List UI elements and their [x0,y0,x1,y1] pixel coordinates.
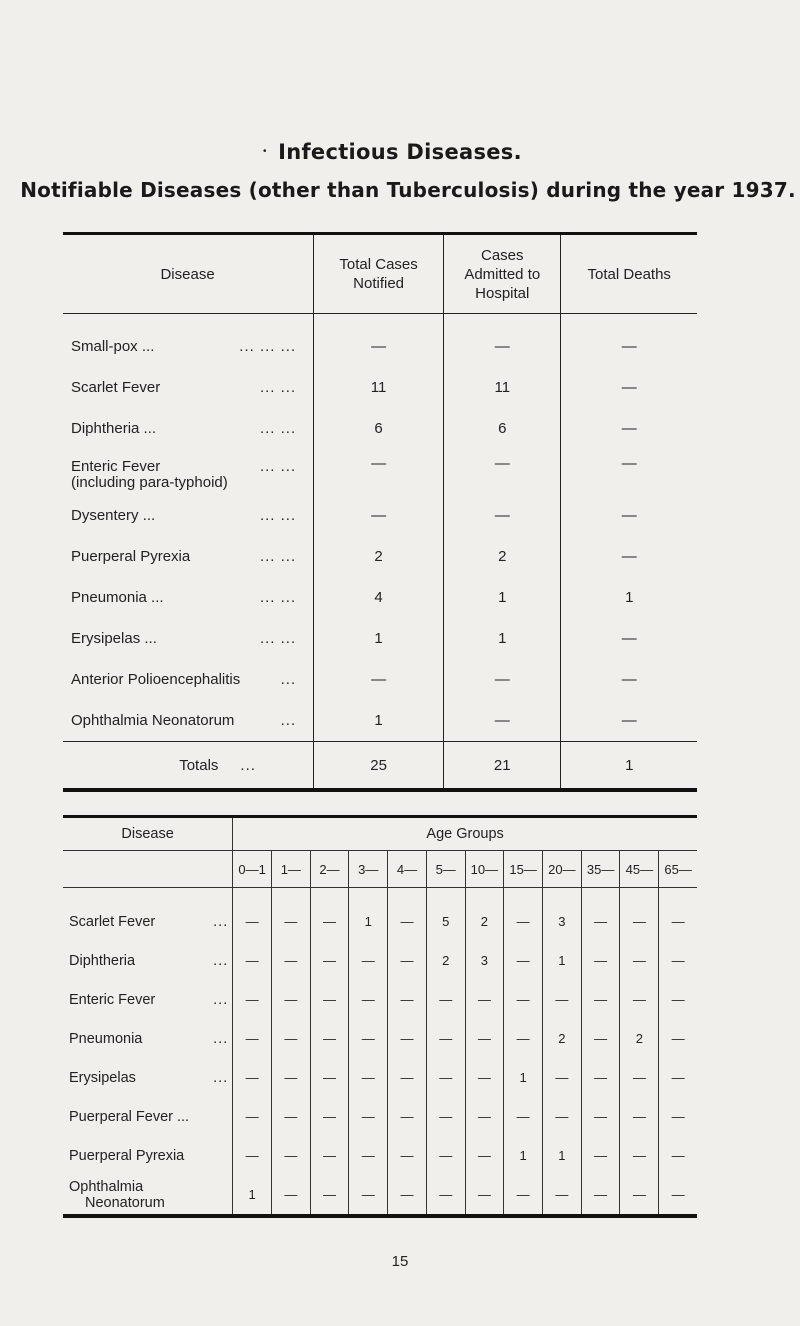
header-deaths: Total Deaths [561,234,697,314]
age-count-cell: — [465,1136,504,1175]
table-row [63,536,697,577]
disease-name: Erysipelas ... [71,630,157,647]
age-count-cell: 3 [543,888,582,942]
age-count-cell: — [543,1058,582,1097]
age-count-cell: — [543,1175,582,1216]
age-count-cell: 5 [426,888,465,942]
leader-dots: ... ... [259,379,297,396]
age-count-cell: — [426,980,465,1019]
deaths-cell: — [561,326,697,367]
age-group-header: 20— [543,851,582,888]
admitted-cell: — [444,495,561,536]
notified-cell: — [314,659,444,700]
age-count-cell: 2 [426,941,465,980]
disease-name: Enteric Fever [71,457,161,475]
age-count-cell: — [504,1175,543,1216]
admitted-cell: — [444,449,561,495]
notifications-table [63,232,697,792]
totals-notified: 25 [314,742,444,791]
leader-dots: ... ... [259,548,297,565]
age-count-cell: — [465,1097,504,1136]
age-header-row [63,817,697,851]
age-count-cell: — [504,980,543,1019]
disease-cell [63,495,314,536]
notified-cell: 2 [314,536,444,577]
totals-label-cell [63,742,314,791]
age-count-cell: — [465,1019,504,1058]
admitted-cell: — [444,326,561,367]
disease-cell [63,1058,233,1097]
notified-cell: 1 [314,618,444,659]
disease-name: Dysentery ... [71,507,156,524]
age-count-cell: — [581,1175,620,1216]
notified-cell: — [314,449,444,495]
age-group-header: 35— [581,851,620,888]
age-group-header: 5— [426,851,465,888]
age-count-cell: — [233,980,272,1019]
age-count-cell: — [426,1058,465,1097]
age-count-cell: — [388,980,427,1019]
age-count-cell: — [271,1175,310,1216]
age-count-cell: — [349,1058,388,1097]
age-count-cell: — [271,980,310,1019]
age-group-header: 65— [659,851,697,888]
disease-name: Puerperal Fever ... [69,1108,190,1125]
age-count-cell: — [620,980,659,1019]
leader-dots: ... [213,1069,229,1086]
spacer-row [63,314,697,327]
disease-cell [63,941,233,980]
age-count-cell: — [349,1097,388,1136]
age-count-cell: — [581,980,620,1019]
totals-label: Totals [179,756,219,774]
age-count-cell: — [581,888,620,942]
disease-name: Puerperal Pyrexia [71,548,191,565]
age-count-cell: — [659,1136,697,1175]
age-count-cell: — [271,1019,310,1058]
leader-dots: ... [213,913,229,930]
admitted-cell: 2 [444,536,561,577]
age-count-cell: — [349,1175,388,1216]
age-count-cell: — [349,1136,388,1175]
table-row [63,1175,697,1216]
age-count-cell: — [388,1136,427,1175]
admitted-cell: 1 [444,618,561,659]
leader-dots: ... ... [259,630,297,647]
age-count-cell: 1 [504,1136,543,1175]
age-count-cell: — [310,1097,349,1136]
table-row [63,700,697,742]
age-count-cell: — [233,1097,272,1136]
deaths-cell: — [561,367,697,408]
age-count-cell: — [659,941,697,980]
admitted-cell: — [444,659,561,700]
age-count-cell: — [426,1019,465,1058]
age-count-cell: — [620,1097,659,1136]
age-count-cell: — [465,1175,504,1216]
age-count-cell: — [271,888,310,942]
age-count-cell: — [465,980,504,1019]
disease-name-line2: Neonatorum [85,1194,165,1211]
header-age-groups: Age Groups [233,817,697,851]
admitted-cell: 11 [444,367,561,408]
leader-dots: ... ... ... [239,338,297,355]
header-disease: Disease [63,234,314,314]
age-count-cell: — [233,1019,272,1058]
age-count-cell: — [581,1136,620,1175]
age-count-cell: — [271,1136,310,1175]
table-row [63,326,697,367]
table-row [63,1097,697,1136]
age-count-cell: — [620,888,659,942]
age-groups-body [63,888,697,1217]
age-count-cell: — [659,1097,697,1136]
age-count-cell: — [620,1175,659,1216]
disease-name: Puerperal Pyrexia [69,1147,185,1164]
age-group-header: 10— [465,851,504,888]
table-row [63,367,697,408]
age-count-cell: — [426,1136,465,1175]
spacer-cell [444,314,561,327]
header-disease-2: Disease [63,817,233,851]
age-count-cell: — [543,980,582,1019]
disease-cell [63,618,314,659]
age-count-cell: — [504,888,543,942]
age-count-cell: 1 [504,1058,543,1097]
spacer-cell [63,314,314,327]
totals-row [63,742,697,791]
disease-cell [63,326,314,367]
table-row [63,980,697,1019]
age-count-cell: — [233,1136,272,1175]
disease-name: Pneumonia [69,1030,143,1047]
age-count-cell: — [233,1058,272,1097]
age-count-cell: 2 [543,1019,582,1058]
age-count-cell: — [271,1058,310,1097]
disease-name: Small-pox ... [71,338,155,355]
disease-cell [63,980,233,1019]
disease-name: Enteric Fever [69,991,156,1008]
age-count-cell: — [388,1058,427,1097]
age-count-cell: — [659,1058,697,1097]
age-count-cell: — [310,980,349,1019]
age-count-cell: — [233,888,272,942]
table-row [63,577,697,618]
age-count-cell: — [349,1019,388,1058]
disease-name: Scarlet Fever [71,379,161,396]
deaths-cell: — [561,495,697,536]
disease-cell [63,408,314,449]
notified-cell: 4 [314,577,444,618]
age-group-header: 1— [271,851,310,888]
age-count-cell: — [349,941,388,980]
page-title: Infectious Diseases. [278,140,522,164]
header-blank [63,851,233,888]
age-count-cell: — [426,1097,465,1136]
age-group-header: 3— [349,851,388,888]
leader-dots: ... [213,952,229,969]
disease-cell [63,536,314,577]
age-count-cell: — [465,1058,504,1097]
totals-deaths: 1 [561,742,697,791]
table-row [63,408,697,449]
notified-cell: 11 [314,367,444,408]
age-count-cell: — [233,941,272,980]
header-admitted: Cases Admitted to Hospital [444,234,561,314]
deaths-cell: — [561,536,697,577]
age-count-cell: 1 [543,941,582,980]
notified-cell: 6 [314,408,444,449]
age-count-cell: 1 [349,888,388,942]
deaths-cell: — [561,618,697,659]
totals-admitted: 21 [444,742,561,791]
disease-name: Diphtheria ... [71,420,157,437]
age-count-cell: 1 [233,1175,272,1216]
age-count-cell: — [659,1019,697,1058]
table-row [63,888,697,942]
disease-name: Ophthalmia Neonatorum [71,712,235,729]
leader-dots: ... [280,712,297,729]
disease-name: Scarlet Fever [69,913,156,930]
age-count-cell: — [543,1097,582,1136]
age-count-cell: — [659,980,697,1019]
leader-dots: ... [280,671,297,688]
admitted-cell: 1 [444,577,561,618]
age-count-cell: — [620,941,659,980]
age-count-cell: — [659,1175,697,1216]
age-count-cell: — [620,1058,659,1097]
age-count-cell: — [310,1058,349,1097]
disease-cell [63,1019,233,1058]
disease-cell [63,700,314,742]
age-count-cell: — [504,1019,543,1058]
disease-name: Erysipelas [69,1069,136,1086]
leader-dots: ... ... [259,507,297,524]
age-count-cell: 3 [465,941,504,980]
leader-dots: ... ... [259,420,297,437]
table-row [63,495,697,536]
age-count-cell: — [271,941,310,980]
age-group-header: 15— [504,851,543,888]
age-count-cell: — [659,888,697,942]
age-groups-table [63,815,697,1218]
age-count-cell: — [504,941,543,980]
age-group-labels-row [63,851,697,888]
age-count-cell: 2 [465,888,504,942]
disease-name: Anterior Polioencephalitis [71,671,241,688]
deaths-cell: — [561,449,697,495]
disease-cell [63,449,314,495]
page-number: 15 [391,1253,409,1270]
table-row [63,1019,697,1058]
deaths-cell: — [561,659,697,700]
disease-name-line2: (including para-typhoid) [71,473,228,491]
table-row [63,659,697,700]
disease-cell [63,1175,233,1216]
age-group-header: 45— [620,851,659,888]
deaths-cell: — [561,700,697,742]
age-group-header: 2— [310,851,349,888]
age-group-header: 4— [388,851,427,888]
disease-name: Ophthalmia [69,1178,144,1195]
age-count-cell: — [388,941,427,980]
leader-dots: ... ... [259,589,297,606]
age-count-cell: — [271,1097,310,1136]
disease-cell [63,1097,233,1136]
admitted-cell: 6 [444,408,561,449]
notified-cell: — [314,495,444,536]
disease-cell [63,367,314,408]
deaths-cell: 1 [561,577,697,618]
age-count-cell: — [504,1097,543,1136]
spacer-cell [314,314,444,327]
age-count-cell: — [310,1019,349,1058]
disease-cell [63,888,233,942]
age-count-cell: — [388,1097,427,1136]
page-subtitle: Notifiable Diseases (other than Tuberculosis) during the year 1937. [20,178,796,202]
disease-name: Pneumonia ... [71,589,164,606]
age-count-cell: — [310,1175,349,1216]
disease-cell [63,659,314,700]
notifications-body [63,314,697,791]
table-row [63,449,697,495]
header-notified: Total Cases Notified [314,234,444,314]
table-row [63,618,697,659]
notified-cell: 1 [314,700,444,742]
table-row [63,1136,697,1175]
notifications-header-row [63,234,697,314]
table-row [63,1058,697,1097]
age-count-cell: — [581,1019,620,1058]
leader-dots: ... [240,756,256,774]
age-count-cell: — [349,980,388,1019]
table-row [63,941,697,980]
notified-cell: — [314,326,444,367]
disease-name: Diphtheria [69,952,136,969]
age-count-cell: — [310,941,349,980]
admitted-cell: — [444,700,561,742]
age-group-header: 0—1 [233,851,272,888]
age-count-cell: — [310,1136,349,1175]
age-count-cell: — [426,1175,465,1216]
age-count-cell: — [581,941,620,980]
age-count-cell: — [310,888,349,942]
age-count-cell: 2 [620,1019,659,1058]
age-count-cell: — [581,1058,620,1097]
deaths-cell: — [561,408,697,449]
age-count-cell: — [388,1175,427,1216]
age-count-cell: 1 [543,1136,582,1175]
bullet-mark: • [263,146,267,157]
disease-cell [63,577,314,618]
leader-dots: ... ... [259,457,297,475]
age-count-cell: — [388,1019,427,1058]
age-count-cell: — [581,1097,620,1136]
disease-cell [63,1136,233,1175]
leader-dots: ... [213,1030,229,1047]
spacer-cell [561,314,697,327]
age-count-cell: — [620,1136,659,1175]
age-count-cell: — [388,888,427,942]
leader-dots: ... [213,991,229,1008]
